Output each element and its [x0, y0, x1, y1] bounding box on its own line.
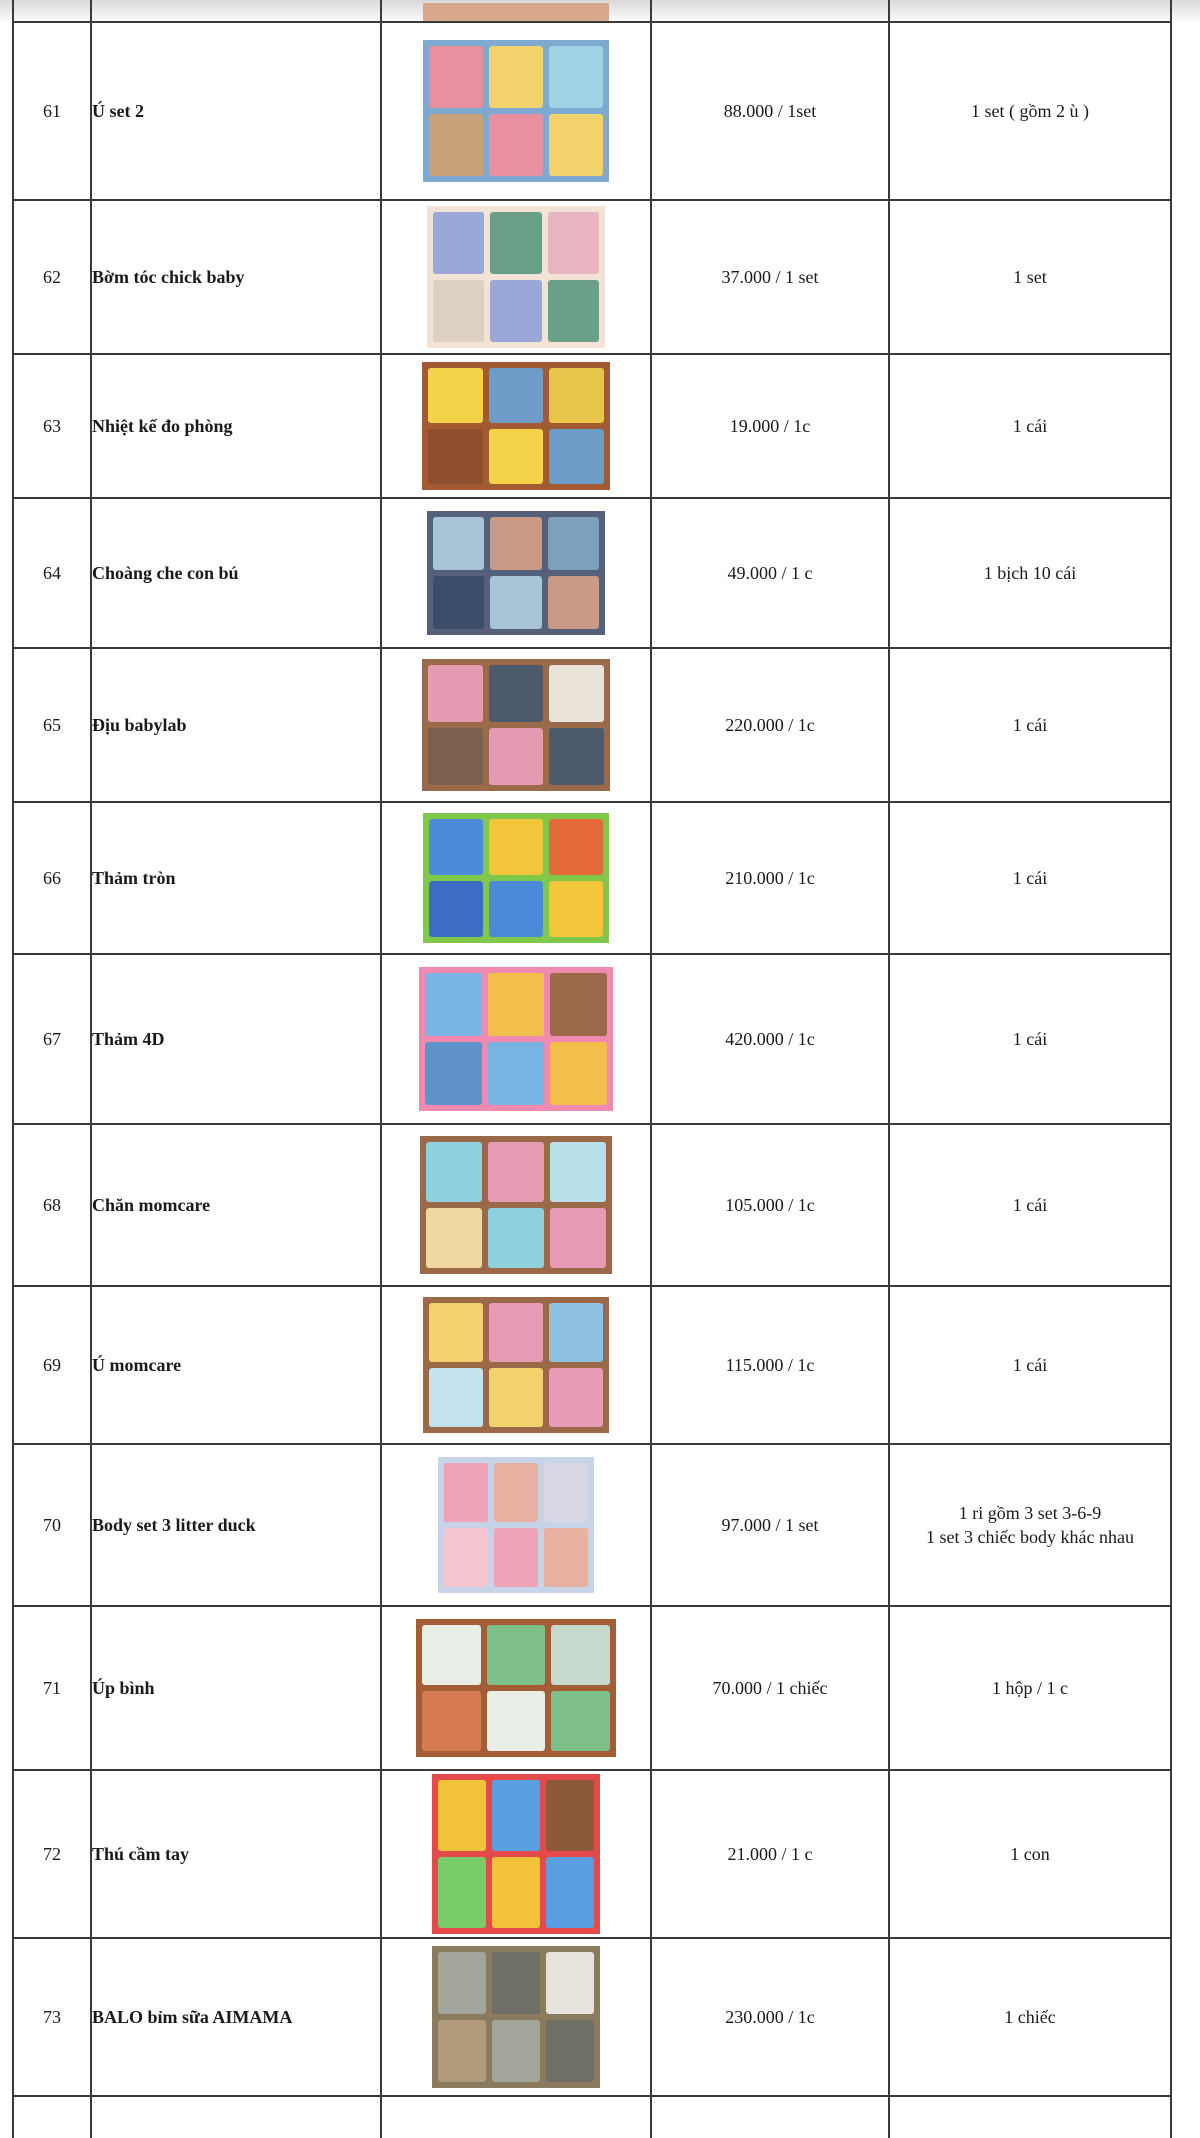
momcare-swaddle-photo — [423, 1297, 609, 1433]
product-name: Thú cầm tay — [91, 1770, 381, 1938]
table-row — [13, 1124, 1171, 1286]
product-name: Chăn momcare — [91, 1124, 381, 1286]
product-name: Thảm tròn — [91, 802, 381, 954]
product-image-cell — [381, 1770, 651, 1938]
cell-empty — [91, 2096, 381, 2138]
photo-tile — [550, 1042, 607, 1105]
photo-tile — [433, 280, 484, 342]
photo-tile — [429, 114, 483, 176]
photo-tile — [551, 1625, 610, 1685]
photo-tile — [489, 368, 544, 423]
photo-tile — [438, 2020, 486, 2082]
photo-tile — [490, 280, 541, 342]
photo-tile — [489, 881, 543, 937]
table-row — [13, 954, 1171, 1124]
bottle-drying-rack-photo — [416, 1619, 616, 1757]
photo-tile — [489, 1303, 543, 1362]
unit-line: 1 ri gồm 3 set 3-6-9 — [958, 1502, 1102, 1523]
table-row — [13, 1444, 1171, 1606]
product-unit — [889, 22, 1171, 200]
product-name: Ú momcare — [91, 1286, 381, 1444]
product-price: 19.000 / 1c — [651, 354, 889, 498]
photo-tile — [488, 1142, 544, 1202]
cell-empty — [13, 2096, 91, 2138]
photo-tile — [490, 576, 541, 629]
row-number: 62 — [13, 200, 91, 354]
photo-tile — [489, 728, 544, 785]
product-unit — [889, 1124, 1171, 1286]
product-image-cell — [381, 802, 651, 954]
photo-tile — [425, 973, 482, 1036]
momcare-blanket-photo — [420, 1136, 612, 1274]
photo-tile — [490, 212, 541, 274]
product-price: 420.000 / 1c — [651, 954, 889, 1124]
row-number: 68 — [13, 1124, 91, 1286]
photo-tile — [428, 429, 483, 484]
cell-empty — [651, 0, 889, 22]
product-image-cell — [381, 1938, 651, 2096]
photo-tile — [438, 1857, 486, 1928]
product-image-cell — [381, 200, 651, 354]
row-number: 70 — [13, 1444, 91, 1606]
product-name: Bờm tóc chick baby — [91, 200, 381, 354]
product-image-cell — [381, 498, 651, 648]
photo-tile — [549, 665, 604, 722]
table-row-partial-bottom — [13, 2096, 1171, 2138]
product-price: 37.000 / 1 set — [651, 200, 889, 354]
photo-tile — [492, 2020, 540, 2082]
photo-tile — [489, 46, 543, 108]
unit-line: 1 set — [1013, 266, 1047, 287]
cell-empty — [381, 2096, 651, 2138]
product-unit — [889, 1938, 1171, 2096]
photo-tile — [487, 1691, 546, 1751]
photo-tile — [546, 2020, 594, 2082]
product-unit — [889, 354, 1171, 498]
product-unit — [889, 200, 1171, 354]
photo-tile — [546, 1857, 594, 1928]
product-price-table — [12, 0, 1172, 2138]
photo-tile — [549, 1368, 603, 1427]
photo-tile — [429, 1303, 483, 1362]
product-price: 21.000 / 1 c — [651, 1770, 889, 1938]
row-number: 67 — [13, 954, 91, 1124]
cell-empty — [91, 0, 381, 22]
photo-tile — [550, 1142, 606, 1202]
photo-tile — [550, 973, 607, 1036]
table-row-partial-top — [13, 0, 1171, 22]
product-image-cell — [381, 354, 651, 498]
photo-tile — [492, 1952, 540, 2014]
4d-play-mat-photo — [419, 967, 613, 1111]
photo-tile — [489, 1368, 543, 1427]
round-play-mat-photo — [423, 813, 609, 943]
product-image-cell — [381, 1124, 651, 1286]
photo-tile — [428, 368, 483, 423]
table-row — [13, 22, 1171, 200]
cell-image-partial — [381, 0, 651, 22]
photo-tile — [490, 517, 541, 570]
baby-blanket-set-photo — [423, 40, 609, 182]
unit-line: 1 cái — [1012, 1194, 1048, 1215]
table-row — [13, 1286, 1171, 1444]
photo-tile — [444, 1528, 488, 1587]
product-price: 70.000 / 1 chiếc — [651, 1606, 889, 1770]
photo-tile — [548, 212, 599, 274]
product-image-cell — [381, 1444, 651, 1606]
product-unit — [889, 1770, 1171, 1938]
photo-tile — [425, 1042, 482, 1105]
product-name: Ú set 2 — [91, 22, 381, 200]
product-image-cell — [381, 1286, 651, 1444]
row-number: 69 — [13, 1286, 91, 1444]
table-row — [13, 1938, 1171, 2096]
photo-tile — [426, 1208, 482, 1268]
photo-tile — [546, 1780, 594, 1851]
row-number: 71 — [13, 1606, 91, 1770]
table-row — [13, 1770, 1171, 1938]
product-price: 230.000 / 1c — [651, 1938, 889, 2096]
product-name: Thảm 4D — [91, 954, 381, 1124]
photo-tile — [551, 1691, 610, 1751]
hand-plush-toy-photo — [432, 1774, 600, 1934]
product-name: Địu babylab — [91, 648, 381, 802]
unit-line: 1 con — [1010, 1843, 1050, 1864]
row-number: 61 — [13, 22, 91, 200]
table-row — [13, 648, 1171, 802]
photo-tile — [438, 1780, 486, 1851]
photo-tile — [429, 1368, 483, 1427]
row-number: 64 — [13, 498, 91, 648]
product-price: 105.000 / 1c — [651, 1124, 889, 1286]
room-thermometer-photo — [422, 362, 610, 490]
product-name: Choàng che con bú — [91, 498, 381, 648]
photo-tile — [549, 114, 603, 176]
photo-tile — [494, 1463, 538, 1522]
product-unit — [889, 954, 1171, 1124]
product-unit — [889, 1606, 1171, 1770]
photo-tile — [488, 1208, 544, 1268]
photo-tile — [548, 280, 599, 342]
photo-tile — [489, 429, 544, 484]
photo-tile — [549, 429, 604, 484]
photo-tile — [433, 576, 484, 629]
product-image-cell — [381, 648, 651, 802]
product-name: BALO bỉm sữa AIMAMA — [91, 1938, 381, 2096]
photo-tile — [549, 728, 604, 785]
unit-line: 1 set ( gồm 2 ù ) — [971, 100, 1089, 121]
photo-tile — [488, 973, 545, 1036]
photo-tile — [428, 728, 483, 785]
product-price: 88.000 / 1set — [651, 22, 889, 200]
cell-empty — [889, 2096, 1171, 2138]
product-unit — [889, 802, 1171, 954]
photo-tile — [544, 1528, 588, 1587]
table-row — [13, 498, 1171, 648]
photo-tile — [549, 368, 604, 423]
photo-tile — [492, 1857, 540, 1928]
photo-tile — [489, 114, 543, 176]
unit-line: 1 hộp / 1 c — [992, 1677, 1068, 1698]
photo-tile — [438, 1952, 486, 2014]
nursing-cover-photo — [427, 511, 605, 635]
baby-headband-photo — [427, 206, 605, 348]
photo-tile — [429, 881, 483, 937]
product-name: Nhiệt kế đo phòng — [91, 354, 381, 498]
row-number: 73 — [13, 1938, 91, 2096]
cell-empty — [889, 0, 1171, 22]
photo-tile — [428, 665, 483, 722]
photo-tile — [494, 1528, 538, 1587]
photo-tile — [546, 1952, 594, 2014]
photo-tile — [549, 881, 603, 937]
photo-tile — [422, 1691, 481, 1751]
product-price: 220.000 / 1c — [651, 648, 889, 802]
photo-tile — [489, 819, 543, 875]
bodysuit-set-photo — [438, 1457, 594, 1593]
photo-tile — [548, 576, 599, 629]
product-image-cell — [381, 954, 651, 1124]
photo-tile — [444, 1463, 488, 1522]
photo-tile — [487, 1625, 546, 1685]
product-unit — [889, 648, 1171, 802]
product-photo-partial — [423, 3, 609, 21]
diaper-backpack-photo — [432, 1946, 600, 2088]
table-row — [13, 802, 1171, 954]
unit-line: 1 cái — [1012, 1028, 1048, 1049]
product-price: 97.000 / 1 set — [651, 1444, 889, 1606]
photo-tile — [429, 819, 483, 875]
photo-tile — [488, 1042, 545, 1105]
unit-line: 1 bịch 10 cái — [983, 562, 1077, 583]
cell-empty — [651, 2096, 889, 2138]
unit-line: 1 chiếc — [1004, 2006, 1056, 2027]
table-row — [13, 200, 1171, 354]
photo-tile — [489, 665, 544, 722]
row-number: 66 — [13, 802, 91, 954]
unit-line: 1 cái — [1012, 415, 1048, 436]
product-unit — [889, 1444, 1171, 1606]
table-row — [13, 1606, 1171, 1770]
product-name: Body set 3 litter duck — [91, 1444, 381, 1606]
product-name: Úp bình — [91, 1606, 381, 1770]
photo-tile — [426, 1142, 482, 1202]
row-number: 72 — [13, 1770, 91, 1938]
baby-carrier-photo — [422, 659, 610, 791]
photo-tile — [549, 1303, 603, 1362]
table-row — [13, 354, 1171, 498]
photo-tile — [544, 1463, 588, 1522]
product-unit — [889, 1286, 1171, 1444]
product-unit — [889, 498, 1171, 648]
photo-tile — [422, 1625, 481, 1685]
product-price: 115.000 / 1c — [651, 1286, 889, 1444]
cell-empty — [13, 0, 91, 22]
unit-line: 1 cái — [1012, 1354, 1048, 1375]
photo-tile — [548, 517, 599, 570]
photo-tile — [492, 1780, 540, 1851]
photo-tile — [549, 46, 603, 108]
unit-line: 1 cái — [1012, 714, 1048, 735]
product-price: 49.000 / 1 c — [651, 498, 889, 648]
unit-line: 1 set 3 chiếc body khác nhau — [926, 1527, 1134, 1547]
photo-tile — [550, 1208, 606, 1268]
unit-line: 1 cái — [1012, 867, 1048, 888]
product-price: 210.000 / 1c — [651, 802, 889, 954]
product-image-cell — [381, 22, 651, 200]
photo-tile — [433, 517, 484, 570]
row-number: 63 — [13, 354, 91, 498]
product-image-cell — [381, 1606, 651, 1770]
photo-tile — [549, 819, 603, 875]
row-number: 65 — [13, 648, 91, 802]
photo-tile — [433, 212, 484, 274]
photo-tile — [429, 46, 483, 108]
